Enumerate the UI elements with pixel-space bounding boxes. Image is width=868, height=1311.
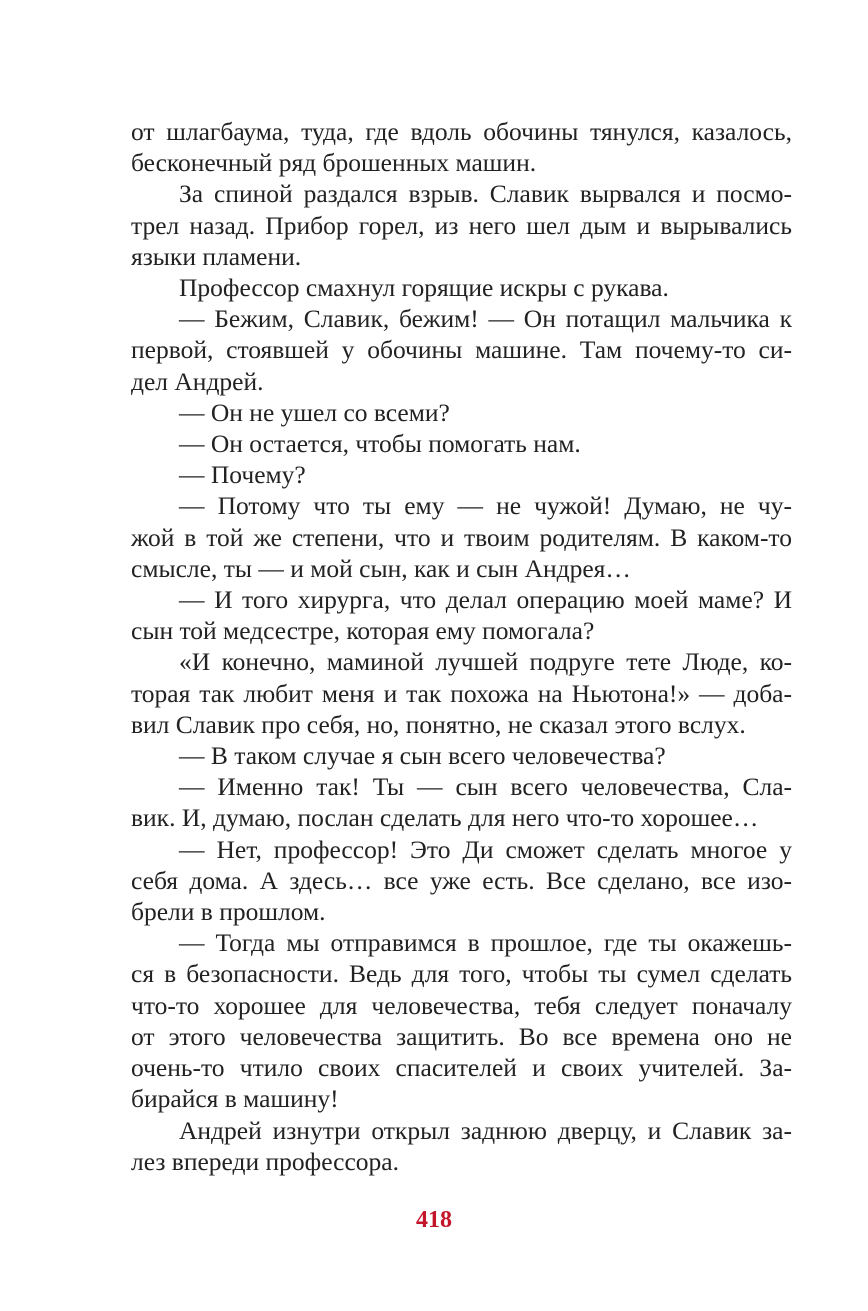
text-line: — Именно так! Ты — сын всего человечества, Сла- [179,772,792,802]
text-line: Андрей изнутри открыл заднюю дверцу, и Славик за- [179,1115,792,1145]
text-line: За спиной раздался взрыв. Славик вырвался и посмо- [179,179,792,209]
text-line: очень-то чтило своих спасителей и своих учителей. За- [131,1053,792,1083]
paragraph [131,646,792,740]
paragraph [131,428,792,459]
paragraph [131,927,792,1114]
paragraph [131,272,792,303]
paragraph [131,834,792,928]
text-line: трел назад. Прибор горел, из него шел дым и вырывались [131,210,792,240]
text-line: бесконечный ряд брошенных машин. [131,148,537,178]
text-line: — Потому что ты ему — не чужой! Думаю, не чу- [179,491,792,521]
paragraph [131,771,792,833]
paragraph [131,740,792,771]
text-line: вил Славик про себя, но, понятно, не сказал этого вслух. [131,709,746,739]
paragraph [131,459,792,490]
paragraph [131,490,792,584]
text-line: — В таком случае я сын всего человечества? [179,741,666,771]
text-line: — Бежим, Славик, бежим! — Он потащил мальчика к [179,304,792,334]
paragraph [131,178,792,272]
text-line: себя дома. А здесь… все уже есть. Все сделано, все изо- [131,865,792,895]
text-line: «И конечно, маминой лучшей подруге тете Люде, ко- [179,647,792,677]
text-line: лез впереди профессора. [131,1146,399,1176]
text-line: брели в прошлом. [131,897,326,927]
text-line: что-то хорошее для человечества, тебя следует поначалу [131,990,792,1020]
text-line: — И того хирурга, что делал операцию моей маме? И [179,585,792,615]
text-line: сын той медсестре, которая ему помогала? [131,616,595,646]
text-line: — Нет, профессор! Это Ди сможет сделать многое у [179,834,792,864]
text-line: от этого человечества защитить. Во все времена оно не [131,1021,792,1051]
text-line: ся в безопасности. Ведь для того, чтобы ты сумел сделать [131,959,792,989]
text-line: смысле, ты — и мой сын, как и сын Андрея… [131,553,631,583]
text-line: — Тогда мы отправимся в прошлое, где ты окажешь- [179,928,792,958]
paragraph [131,397,792,428]
paragraph [131,1115,792,1177]
text-line: — Он остается, чтобы помогать нам. [179,429,581,459]
text-line: от шлагбаума, туда, где вдоль обочины тянулся, казалось, [131,117,792,146]
text-line: жой в той же степени, что и твоим родителям. В каком-то [131,522,792,552]
text-line: — Он не ушел со всеми? [179,397,450,427]
paragraph [131,116,792,178]
text-line: торая так любит меня и так похожа на Ньютона!» — доба- [131,678,792,708]
page-body [131,116,792,1177]
paragraph [131,584,792,646]
page-number: 418 [416,1207,452,1233]
text-line: вик. И, думаю, послан сделать для него что-то хорошее… [131,803,759,833]
text-line: дел Андрей. [131,366,264,396]
text-line: Профессор смахнул горящие искры с рукава. [179,273,669,303]
text-line: языки пламени. [131,241,302,271]
text-line: бирайся в машину! [131,1084,339,1114]
text-line: — Почему? [179,460,306,490]
paragraph [131,303,792,397]
text-line: первой, стоявшей у обочины машине. Там почему-то си- [131,335,792,365]
